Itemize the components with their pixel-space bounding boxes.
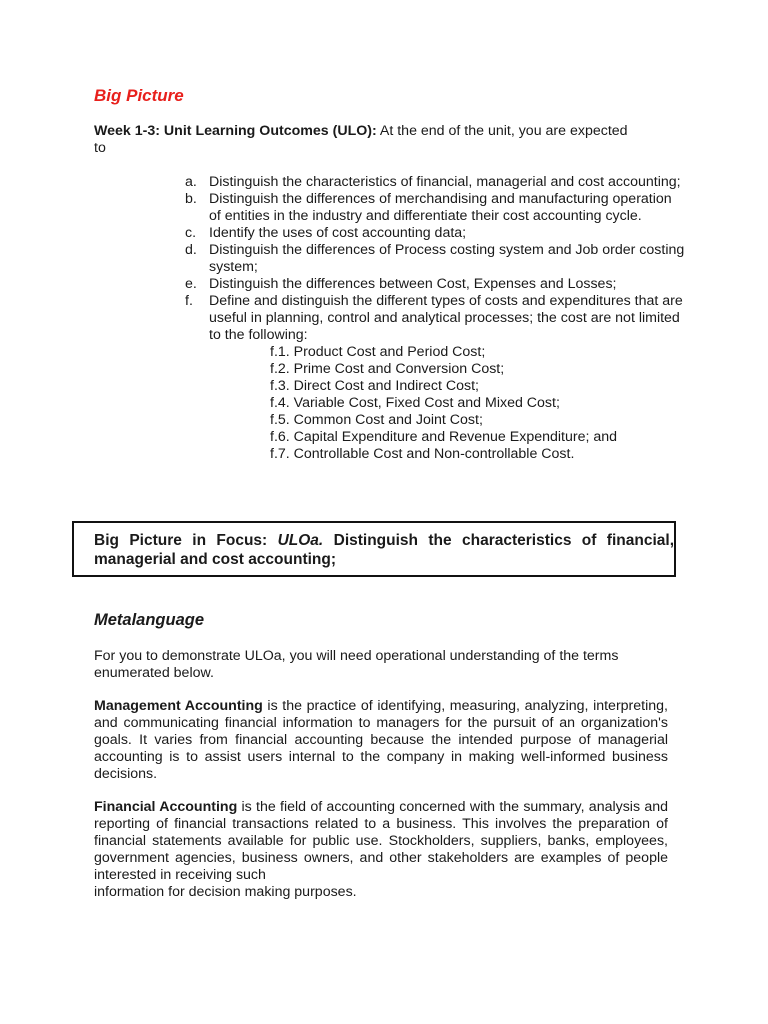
management-accounting-paragraph xyxy=(94,698,668,783)
list-item xyxy=(185,242,685,276)
list-marker: c. xyxy=(185,225,197,241)
financial-accounting-last-line: information for decision making purposes. xyxy=(94,884,357,900)
sub-list-item: f.3. Direct Cost and Indirect Cost; xyxy=(270,378,479,394)
list-marker: a. xyxy=(185,174,197,190)
big-picture-focus-box xyxy=(72,521,676,577)
list-item-text: Distinguish the differences of Process costing system and Job order costing system; xyxy=(209,242,685,275)
cost-types-sublist xyxy=(209,344,685,463)
focus-ulo-tag: ULOa. xyxy=(277,532,324,549)
ulo-intro-text: At the end of the unit, you are expected to xyxy=(94,123,628,156)
sub-list-item: f.5. Common Cost and Joint Cost; xyxy=(270,412,483,428)
list-item-text: Distinguish the differences between Cost, Expenses and Losses; xyxy=(209,276,617,292)
financial-accounting-term: Financial Accounting xyxy=(94,799,238,815)
sub-list-item: f.2. Prime Cost and Conversion Cost; xyxy=(270,361,505,377)
list-marker: f. xyxy=(185,293,193,309)
management-accounting-definition: is the practice of identifying, measuring, analyzing, interpreting, and communicating financial information to managers for the pursuit of an organization's goals. It varies from financial accounting because the intended purpose of managerial accounting is to assist users internal to the company in making well-informed business decisions. xyxy=(94,698,668,782)
sub-list-item: f.1. Product Cost and Period Cost; xyxy=(270,344,486,360)
financial-accounting-definition: is the field of accounting concerned with the summary, analysis and reporting of financial transactions related to a business. This involves the preparation of financial statements available for public use. Stockholders, suppliers, banks, employees, government agencies, business owners, and other stakeholders are examples of people interested in receiving such xyxy=(94,799,668,883)
list-item xyxy=(185,191,685,225)
management-accounting-term: Management Accounting xyxy=(94,698,263,714)
list-marker: d. xyxy=(185,242,197,258)
list-item-text: Define and distinguish the different types of costs and expenditures that are useful in planning, control and analytical processes; the cost are not limited to the following: xyxy=(209,293,683,343)
list-item xyxy=(185,293,685,463)
list-item xyxy=(185,276,685,293)
sub-list-item: f.4. Variable Cost, Fixed Cost and Mixed Cost; xyxy=(270,395,560,411)
list-marker: b. xyxy=(185,191,197,207)
financial-accounting-paragraph xyxy=(94,799,668,901)
list-marker: e. xyxy=(185,276,197,292)
sub-list-item: f.6. Capital Expenditure and Revenue Expenditure; and xyxy=(270,429,618,445)
list-item xyxy=(185,225,685,242)
focus-text xyxy=(94,531,674,569)
focus-lead: Big Picture in Focus: xyxy=(94,532,278,549)
ulo-list xyxy=(185,174,685,463)
big-picture-heading: Big Picture xyxy=(94,86,184,105)
focus-statement: Distinguish the characteristics of financial, managerial and cost accounting; xyxy=(94,532,674,568)
ulo-intro xyxy=(94,123,634,157)
list-item-text: Distinguish the characteristics of financial, managerial and cost accounting; xyxy=(209,174,681,190)
sub-list-item: f.7. Controllable Cost and Non-controllable Cost. xyxy=(270,446,575,462)
metalanguage-heading: Metalanguage xyxy=(94,611,205,629)
list-item-text: Distinguish the differences of merchandising and manufacturing operation of entities in the industry and differentiate their cost accounting cycle. xyxy=(209,191,672,224)
metalanguage-intro: For you to demonstrate ULOa, you will need operational understanding of the terms enumerated below. xyxy=(94,648,619,681)
ulo-intro-label: Week 1-3: Unit Learning Outcomes (ULO): xyxy=(94,123,377,139)
list-item xyxy=(185,174,685,191)
list-item-text: Identify the uses of cost accounting data; xyxy=(209,225,467,241)
